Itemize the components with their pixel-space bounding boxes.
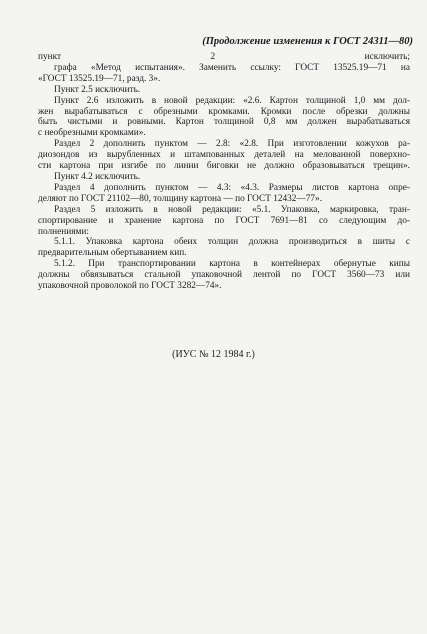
text-line: сти картона при изгибе по линии биговки не должно образовываться трещин». — [38, 161, 410, 172]
text-line: графа «Метод испытания». Заменить ссылку: ГОСТ 13525.19—71 на — [54, 62, 410, 73]
text-line: Раздел 5 изложить в новой редакции: «5.1. Упаковка, маркировка, тран- — [54, 204, 410, 215]
text-line: деляют по ГОСТ 21102—80, толщину картона — по ГОСТ 12432—77». — [38, 193, 323, 204]
text-line: «ГОСТ 13525.19—71, разд. 3». — [38, 73, 161, 84]
text-line: пункт 2 исключить; — [38, 52, 410, 62]
text-line: предварительным обертыванием кип. — [38, 248, 187, 259]
text-line: жен вырабатываться с обрезными кромками. Кромки после обрезки должны — [38, 106, 410, 117]
source-reference: (ИУС № 12 1984 г.) — [172, 349, 255, 360]
text-line: диозондов из вырубленных и штампованных деталей на мелованной поверхно- — [38, 150, 410, 161]
text-line: быть чистыми и ровными. Картон толщиной 0,8 мм должен вырабатываться — [38, 117, 410, 128]
text-line: упаковочной проволокой по ГОСТ 3282—74». — [38, 281, 222, 292]
text-line: Пункт 2.5 исключить. — [54, 84, 141, 95]
text-line: с необрезными кромками». — [38, 128, 146, 139]
text-line: 5.1.2. При транспортировании картона в контейнерах обернутые кипы — [54, 259, 410, 270]
text-line: Пункт 2.6 изложить в новой редакции: «2.6. Картон толщиной 1,0 мм дол- — [54, 95, 410, 106]
text-line: Пункт 4.2 исключить. — [54, 171, 141, 182]
continuation-header: (Продолжение изменения к ГОСТ 24311—80) — [202, 36, 413, 47]
text-line: Раздел 2 дополнить пунктом — 2.8: «2.8. При изготовлении кожухов ра- — [54, 139, 410, 150]
text-line: полнениями: — [38, 226, 89, 237]
document-body — [38, 52, 410, 292]
text-line: 5.1.1. Упаковка картона обеих толщин должна производиться в шиты с — [54, 237, 410, 248]
text-line: Раздел 4 дополнить пунктом — 4.3: «4.3. Размеры листов картона опре- — [54, 182, 410, 193]
text-line: должны обвязываться стальной упаковочной лентой по ГОСТ 3560—73 или — [38, 270, 410, 281]
text-line: спортирование и хранение картона по ГОСТ 7691—81 со следующим до- — [38, 215, 410, 226]
